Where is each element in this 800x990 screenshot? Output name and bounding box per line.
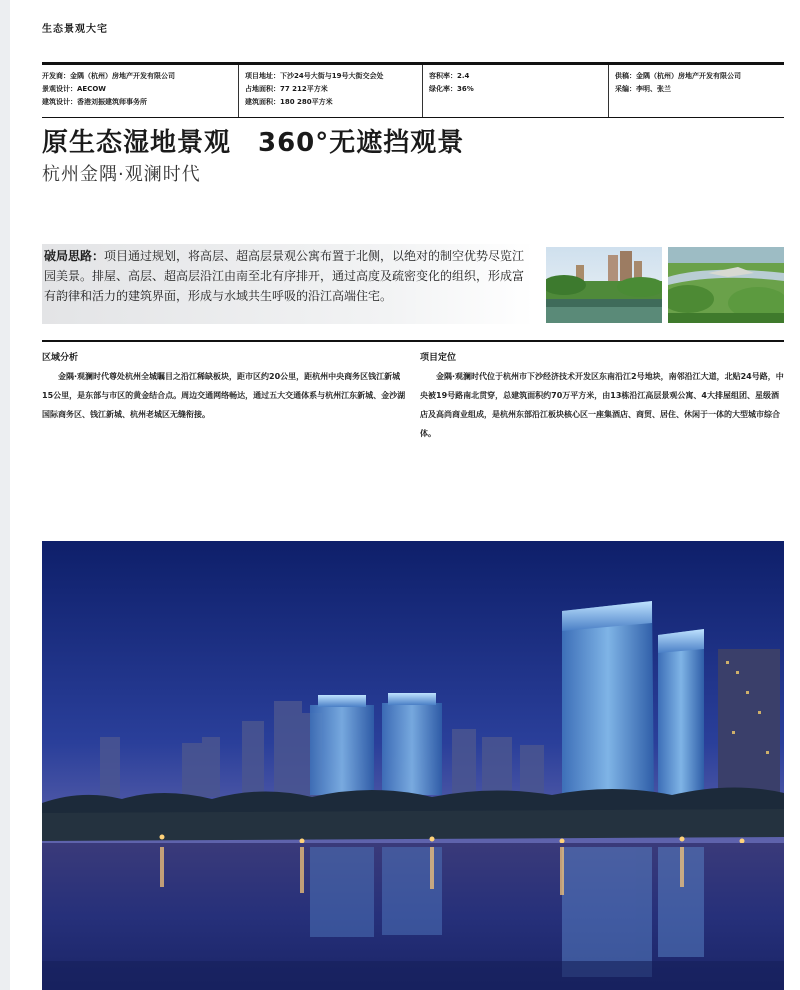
info-architect: 建筑设计：香港刘振建筑师事务所 [42, 98, 147, 106]
page-subtitle: 杭州金隅·观澜时代 [42, 164, 201, 185]
project-info-band [42, 62, 784, 118]
info-source: 供稿：金隅（杭州）房地产开发有限公司 [615, 72, 741, 80]
info-col-ratios [429, 70, 474, 96]
info-col-site [245, 70, 383, 109]
thumbnail-wetland-photo [668, 247, 784, 323]
project-positioning-text: 金隅·观澜时代位于杭州市下沙经济技术开发区东南沿江2号地块，南邻沿江大道，北贴24号路，中央被19号路南北贯穿，总建筑面积约70万平方米，由13栋沿江高层景观公寓、4大排屋组团、星级酒店及高尚商业组成，是杭州东部沿江板块核心区一座集酒店、商贸、居住、休闲于一体的大型城市综合体。 [420, 372, 784, 438]
info-green-ratio: 绿化率：36% [429, 85, 474, 93]
info-developer: 开发商：金隅（杭州）房地产开发有限公司 [42, 72, 175, 80]
project-positioning-title: 项目定位 [420, 353, 457, 363]
info-divider [238, 65, 239, 117]
info-divider [608, 65, 609, 117]
page-edge-strip [0, 0, 10, 990]
info-landscape: 景观设计：AECOW [42, 85, 107, 93]
region-analysis-title: 区域分析 [42, 353, 79, 363]
intro-text: 项目通过规划，将高层、超高层景观公寓布置于北侧，以绝对的制空优势尽览江园美景。排屋、高层、超高层沿江由南至北有序排开，通过高度及疏密变化的组织，形成富有韵律和活力的建筑界面，形成与水域共生呼吸的沿江高端住宅。 [44, 249, 525, 303]
region-analysis-text: 金隅·观澜时代尊处杭州全城瞩目之沿江稀缺板块，距市区约20公里，距杭州中央商务区钱江新城15公里，是东部与市区的黄金结合点。周边交通网络畅达，通过五大交通体系与杭州江东新城、金沙湖国际商务区、钱江新城、杭州老城区无缝衔接。 [42, 372, 406, 419]
intro-label: 破局思路： [44, 249, 105, 263]
info-address: 项目地址：下沙24号大街与19号大街交会处 [245, 72, 384, 80]
info-col-credits [615, 70, 741, 96]
section-label: 生态景观大宅 [42, 24, 108, 35]
info-divider [422, 65, 423, 117]
section-divider [42, 340, 784, 342]
info-land-area: 占地面积：77 212平方米 [245, 85, 328, 93]
intro-block [42, 244, 534, 324]
hero-night-skyline-photo [42, 541, 784, 990]
thumbnail-towers-photo [546, 247, 662, 323]
info-floor-area: 建筑面积：180 280平方米 [245, 98, 333, 106]
info-editors: 采编：李明、张兰 [615, 85, 671, 93]
info-plot-ratio: 容积率：2.4 [429, 72, 470, 80]
page-title: 原生态湿地景观 360°无遮挡观景 [42, 128, 465, 158]
info-col-developer [42, 70, 175, 109]
